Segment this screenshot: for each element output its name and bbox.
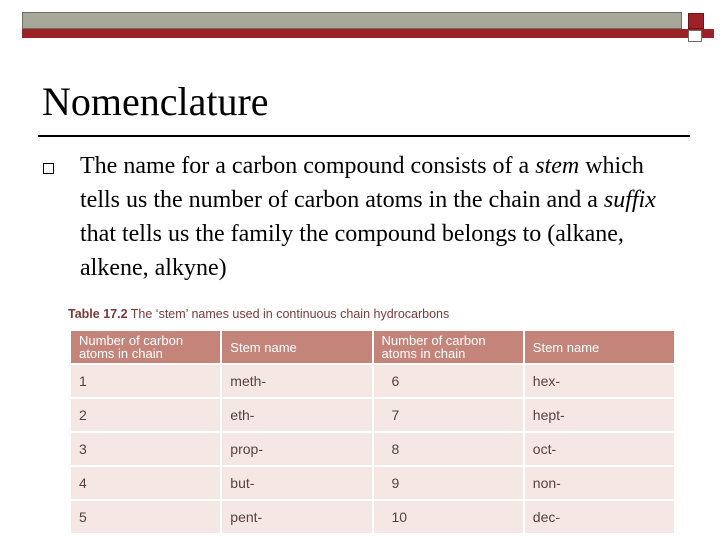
title-divider [38,135,690,137]
corner-square-white [688,30,702,42]
table-caption-text: The ‘stem’ names used in continuous chain hydrocarbons [130,307,450,321]
carbon-count-cell: 10 [374,501,523,533]
stem-name-cell: oct- [525,433,674,465]
carbon-count-cell: 1 [71,365,220,397]
carbon-count-cell: 6 [374,365,523,397]
table-caption-label: Table 17.2 [68,307,128,321]
table-header-row [71,331,674,363]
bullet-text-part: The name for a carbon compound consists of a [80,153,536,179]
top-accent-bar [22,29,714,38]
header-carbon-count: Number of carbon atoms in chain [71,331,220,363]
stem-name-cell: pent- [222,501,371,533]
table-row [71,467,674,499]
carbon-count-cell: 3 [71,433,220,465]
stem-name-cell: hex- [525,365,674,397]
top-decor-bar [22,12,682,29]
bullet-term-stem: stem [535,153,580,179]
slide-title: Nomenclature [42,79,269,124]
stem-name-cell: meth- [222,365,371,397]
stem-name-cell: non- [525,467,674,499]
corner-square-red [688,13,704,29]
carbon-count-cell: 4 [71,467,220,499]
table-row [71,365,674,397]
stem-name-cell: eth- [222,399,371,431]
header-stem-name: Stem name [222,331,371,363]
header-stem-name: Stem name [525,331,674,363]
bullet-term-suffix: suffix [603,187,656,213]
table-row [71,501,674,533]
stem-name-cell: hept- [525,399,674,431]
bullet-text-part: that tells us the family the compound belongs to (alkane, alkene, alkyne) [80,221,624,281]
carbon-count-cell: 9 [374,467,523,499]
bullet-text [80,149,680,285]
carbon-count-cell: 7 [374,399,523,431]
header-carbon-count: Number of carbon atoms in chain [374,331,523,363]
square-bullet-icon [43,163,54,174]
table-row [71,399,674,431]
carbon-count-cell: 8 [374,433,523,465]
stem-name-cell: but- [222,467,371,499]
stem-names-table [69,329,676,535]
carbon-count-cell: 2 [71,399,220,431]
carbon-count-cell: 5 [71,501,220,533]
table-row [71,433,674,465]
stem-name-cell: prop- [222,433,371,465]
stem-name-cell: dec- [525,501,674,533]
table-caption [68,307,449,321]
bullet-text-part: which tells us the number of carbon atoms in the chain and a [80,153,644,213]
